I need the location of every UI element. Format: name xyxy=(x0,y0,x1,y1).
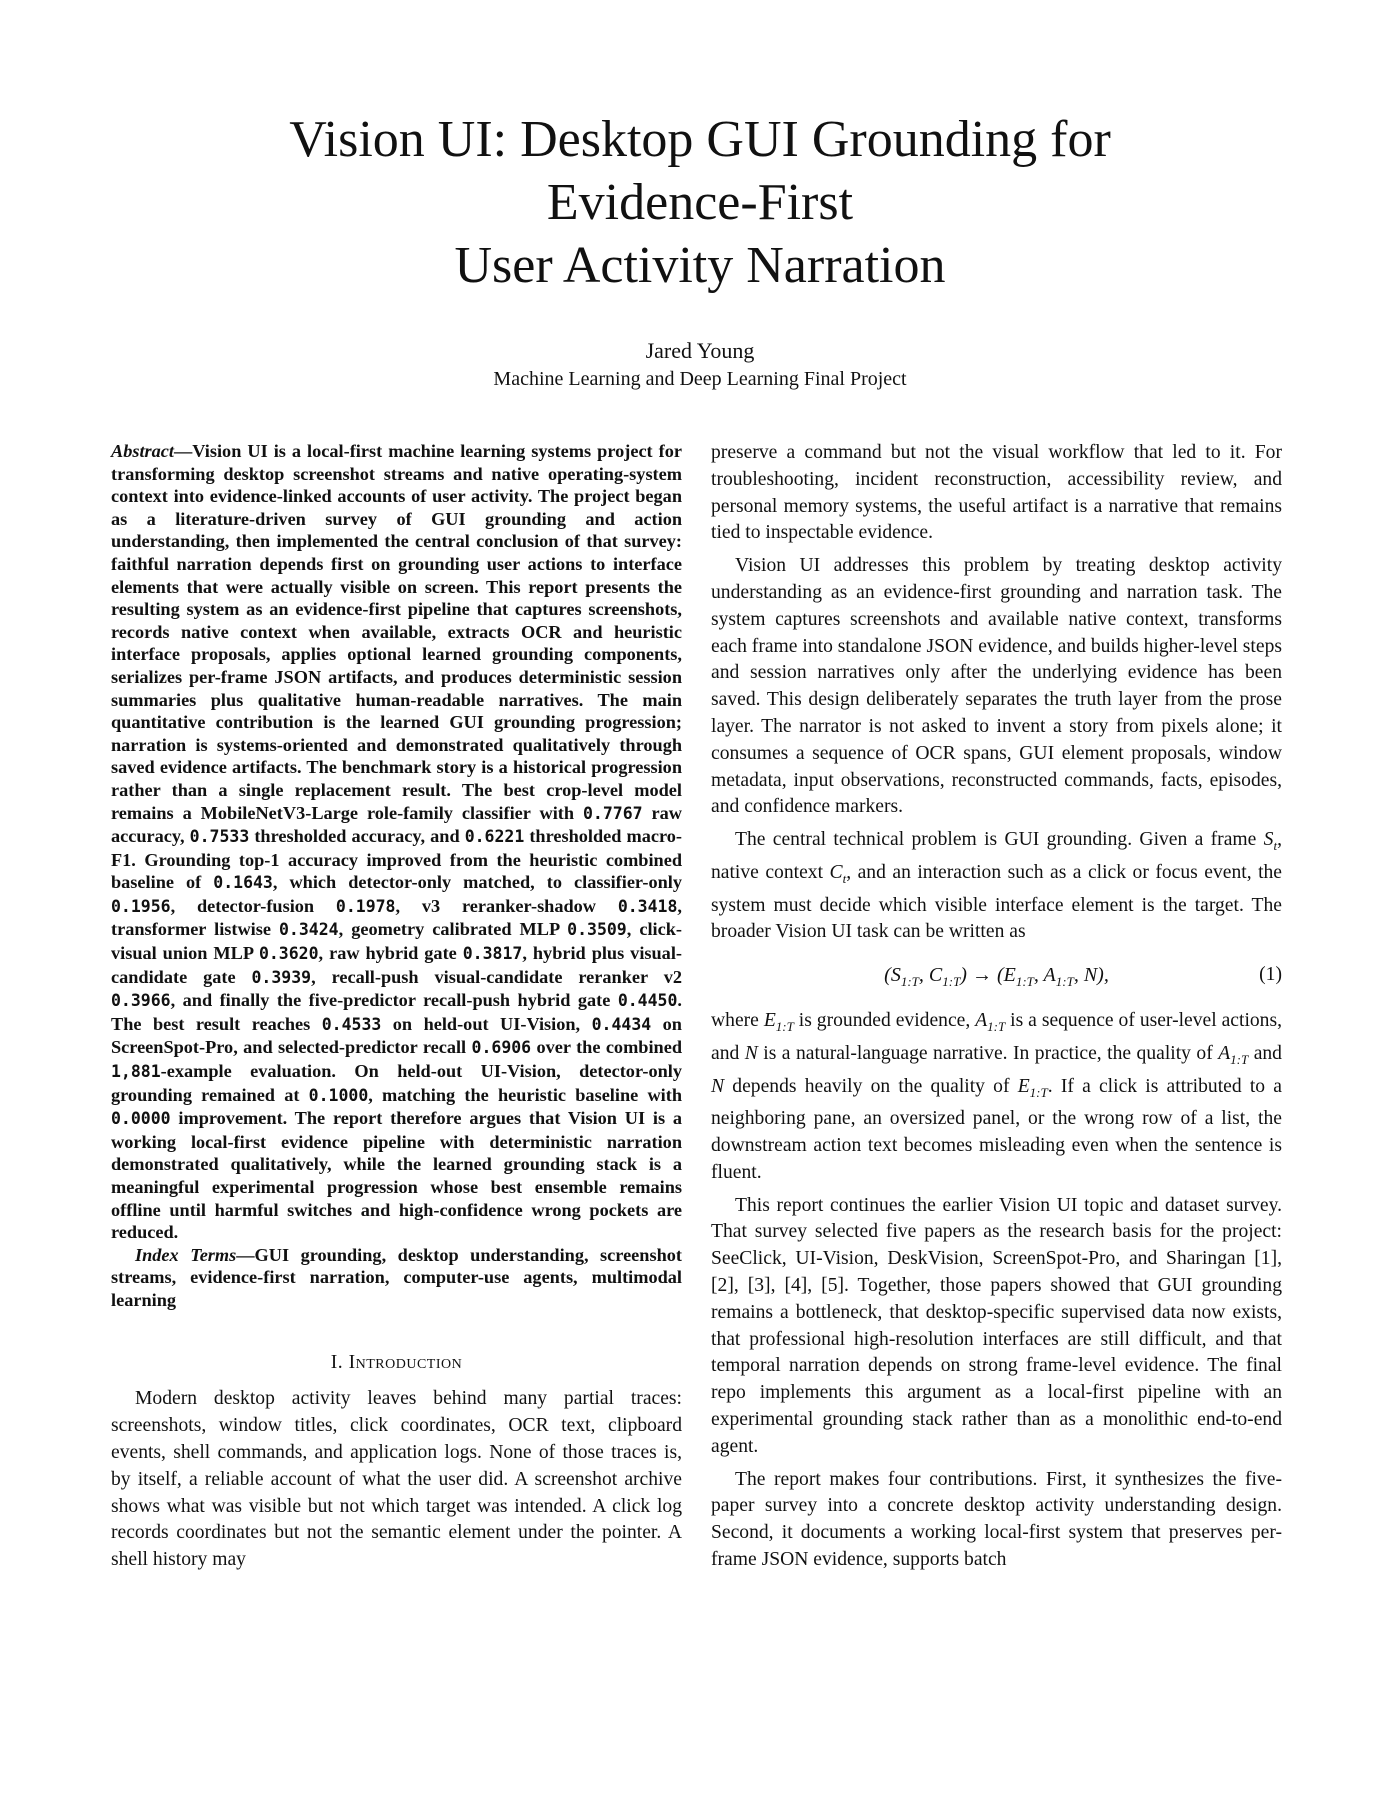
intro-paragraph-1: Modern desktop activity leaves behind many partial traces: screenshots, window titles, click coordinates, OCR text, clipboard events, shell commands, and application logs. None of those traces is, by itself, a reliable account of what the user did. A screenshot archive shows what was visible but not which target was intended. A click log records coordinates but not the semantic element under the pointer. A shell history may xyxy=(111,1388,682,1571)
index-terms xyxy=(111,1244,682,1312)
abstract-text-run: , recall-push visual-candidate reranker v2 xyxy=(311,966,682,987)
math-n: N xyxy=(711,1075,725,1097)
abstract xyxy=(111,440,682,1244)
abstract-text-run: improvement. The report therefore argues that Vision UI is a working local-first evidence pipeline with deterministic narration demonstrated qualitatively, while the learned grounding stack is a meaningful experimental progression whose best ensemble remains offline until harmful switches and high-confidence wrong pockets are reduced. xyxy=(111,1108,682,1243)
equation-1 xyxy=(711,950,1282,1004)
author-affiliation: Machine Learning and Deep Learning Final Project xyxy=(493,368,907,390)
abstract-text-run: . The best result reaches xyxy=(111,990,682,1034)
title-line: User Activity Narration xyxy=(454,237,946,294)
section-number: I. xyxy=(330,1351,344,1373)
abstract-text-run: -example evaluation. On held-out UI-Vision, detector-only grounding remained at xyxy=(111,1061,682,1105)
text-run: depends heavily on the quality of xyxy=(724,1075,1018,1097)
abstract-metric-value: 0.4533 xyxy=(321,1014,382,1034)
text-run: is a natural-language narrative. In practice, the quality of xyxy=(757,1042,1219,1064)
author-name: Jared Young xyxy=(645,338,755,363)
text-run: where xyxy=(711,1010,764,1032)
section-heading-introduction xyxy=(111,1350,682,1377)
title-line: Vision UI: Desktop GUI Grounding for xyxy=(289,111,1111,168)
abstract-metric-value: 0.3424 xyxy=(279,920,339,940)
abstract-text-run: on ScreenSpot-Pro, and selected-predictor recall xyxy=(111,1013,682,1058)
text-run: and xyxy=(1248,1042,1282,1064)
abstract-metric-value: 0.0000 xyxy=(111,1109,171,1129)
intro-paragraph-4 xyxy=(711,827,1282,946)
math-a: $A_{1:T}$ xyxy=(1218,1042,1249,1067)
abstract-text-run: thresholded accuracy, and xyxy=(249,826,465,847)
index-terms-lead: Index Terms xyxy=(135,1244,237,1265)
intro-paragraph-6: This report continues the earlier Vision UI topic and dataset survey. That survey selected five papers as the research basis for the project: SeeClick, UI-Vision, DeskVision, ScreenSpot-Pro, and Sharingan [1], [2], [3], [4], [5]. Together, those papers showed that GUI grounding remains a bottleneck, that desktop-specific supervised data now exists, that professional high-resolution interfaces are still difficult, and that temporal narration depends on strong frame-level evidence. The final repo implements this argument as a local-first pipeline with an experimental grounding stack rather than as a monolithic end-to-end agent. xyxy=(711,1194,1282,1457)
abstract-metric-value: 0.3939 xyxy=(251,967,312,987)
paper-title xyxy=(100,108,1300,297)
abstract-metric-value: 0.3620 xyxy=(258,944,319,964)
intro-paragraph-2: preserve a command but not the visual workflow that led to it. For troubleshooting, incident reconstruction, accessibility review, and personal memory systems, the useful artifact is a narrative that remains tied to inspectable evidence. xyxy=(711,442,1282,544)
text-run: The central technical problem is GUI grounding. Given a frame xyxy=(735,829,1264,851)
abstract-text-run: , click-visual union MLP xyxy=(111,919,682,964)
abstract-metric-value: 0.7533 xyxy=(189,827,250,847)
index-terms-text: —GUI grounding, desktop understanding, screenshot streams, evidence-first narration, computer-use agents, multimodal learning xyxy=(111,1244,682,1310)
abstract-text-run: , raw hybrid gate xyxy=(318,943,463,964)
title-line: Evidence-First xyxy=(546,174,854,231)
abstract-text-run: , geometry calibrated MLP xyxy=(338,919,568,940)
text-run: , and an interaction such as a click or focus event, the system must decide which visible interface element is the target. The broader Vision UI task can be written as xyxy=(711,861,1283,943)
equation-body: ($S_{1:T}$, $C_{1:T}) \to (E_{1:T}$, $A_{1:T}$, N), xyxy=(884,964,1109,990)
abstract-text-run: , and finally the five-predictor recall-push hybrid gate xyxy=(170,990,618,1011)
section-title: Introduction xyxy=(348,1351,463,1373)
abstract-body xyxy=(111,441,682,1242)
abstract-text-run: , transformer listwise xyxy=(111,895,682,940)
abstract-metric-value: 0.3418 xyxy=(617,896,678,916)
text-run: . If a click is attributed to a neighboring pane, an oversized panel, or the wrong row of a list, the downstream action text becomes misleading even when the sentence is fluent. xyxy=(711,1075,1282,1183)
abstract-metric-value: 0.6221 xyxy=(464,827,525,847)
intro-paragraph-7: The report makes four contributions. First, it synthesizes the five-paper survey into a concrete desktop activity understanding design. Second, it documents a working local-first system that preserves per-frame JSON evidence, supports batch xyxy=(711,1468,1282,1571)
abstract-text-run: over the combined xyxy=(531,1037,682,1058)
math-s-t: $S_t$ xyxy=(1263,829,1278,854)
abstract-metric-value: 1,881 xyxy=(111,1062,161,1082)
abstract-metric-value: 0.1000 xyxy=(308,1085,369,1105)
abstract-text-run: , hybrid plus visual-candidate gate xyxy=(111,943,682,987)
abstract-text-run: raw accuracy, xyxy=(111,802,682,847)
math-n: N xyxy=(744,1042,758,1064)
math-e: $E_{1:T}$ xyxy=(1017,1075,1048,1100)
text-run: is a sequence of user-level actions, and xyxy=(711,1010,1283,1064)
abstract-text-run: thresholded macro-F1. Grounding top-1 accuracy improved from the heuristic combined baseline of xyxy=(111,826,682,893)
math-e: $E_{1:T}$ xyxy=(763,1010,794,1035)
abstract-metric-value: 0.4450 xyxy=(617,991,678,1011)
abstract-text-run: —Vision UI is a local-first machine learning systems project for transforming desktop screenshot streams and native operating-system context into evidence-linked accounts of user activity. The project began as a literature-driven survey of GUI grounding and action understanding, then implemented the central conclusion of that survey: faithful narration depends first on grounding user actions to interface elements that were actually visible on screen. This report presents the resulting system as an evidence-first pipeline that captures screenshots, records native context when available, extracts OCR and heuristic interface proposals, applies optional learned grounding components, serializes per-frame JSON artifacts, and produces deterministic session summaries plus qualitative human-readable narratives. The main quantitative contribution is the learned GUI grounding progression; narration is systems-oriented and demonstrated qualitatively through saved evidence artifacts. The benchmark story is a historical progression rather than a single replacement result. The best crop-level model remains a MobileNetV3-Large role-family classifier with xyxy=(111,441,682,823)
abstract-metric-value: 0.1978 xyxy=(335,896,396,916)
abstract-text-run: , matching the heuristic baseline with xyxy=(368,1084,683,1105)
abstract-metric-value: 0.3966 xyxy=(111,991,171,1011)
math-c-t: $C_t$ xyxy=(829,861,847,886)
equation-number: (1) xyxy=(1259,964,1282,986)
abstract-metric-value: 0.1956 xyxy=(111,896,171,916)
abstract-metric-value: 0.1643 xyxy=(213,873,273,893)
math-a: $A_{1:T}$ xyxy=(975,1010,1006,1035)
abstract-lead: Abstract xyxy=(111,441,174,461)
left-column xyxy=(111,440,682,1574)
intro-paragraph-3: Vision UI addresses this problem by treating desktop activity understanding as an evidence-first grounding and narration task. The system captures screenshots and available native context, transforms each frame into standalone JSON evidence, and builds higher-level steps and session narratives only after the underlying evidence has been saved. This design deliberately separates the truth layer from the prose layer. The narrator is not asked to invent a story from pixels alone; it consumes a sequence of OCR spans, GUI element proposals, window metadata, input observations, reconstructed commands, facts, episodes, and confidence markers. xyxy=(711,555,1282,818)
abstract-text-run: , which detector-only matched, to classifier-only xyxy=(272,872,682,893)
abstract-metric-value: 0.3509 xyxy=(567,920,627,940)
intro-paragraph-5 xyxy=(711,1008,1282,1187)
right-column xyxy=(711,440,1282,1574)
abstract-metric-value: 0.6906 xyxy=(471,1038,532,1058)
abstract-metric-value: 0.7767 xyxy=(582,803,643,823)
abstract-text-run: , v3 reranker-shadow xyxy=(395,895,618,916)
abstract-metric-value: 0.3817 xyxy=(462,944,523,964)
abstract-text-run: , detector-fusion xyxy=(170,895,336,916)
abstract-metric-value: 0.4434 xyxy=(591,1014,652,1034)
abstract-text-run: on held-out UI-Vision, xyxy=(381,1013,592,1034)
text-run: is grounded evidence, xyxy=(793,1010,976,1032)
text-run: , native context xyxy=(711,829,1282,883)
